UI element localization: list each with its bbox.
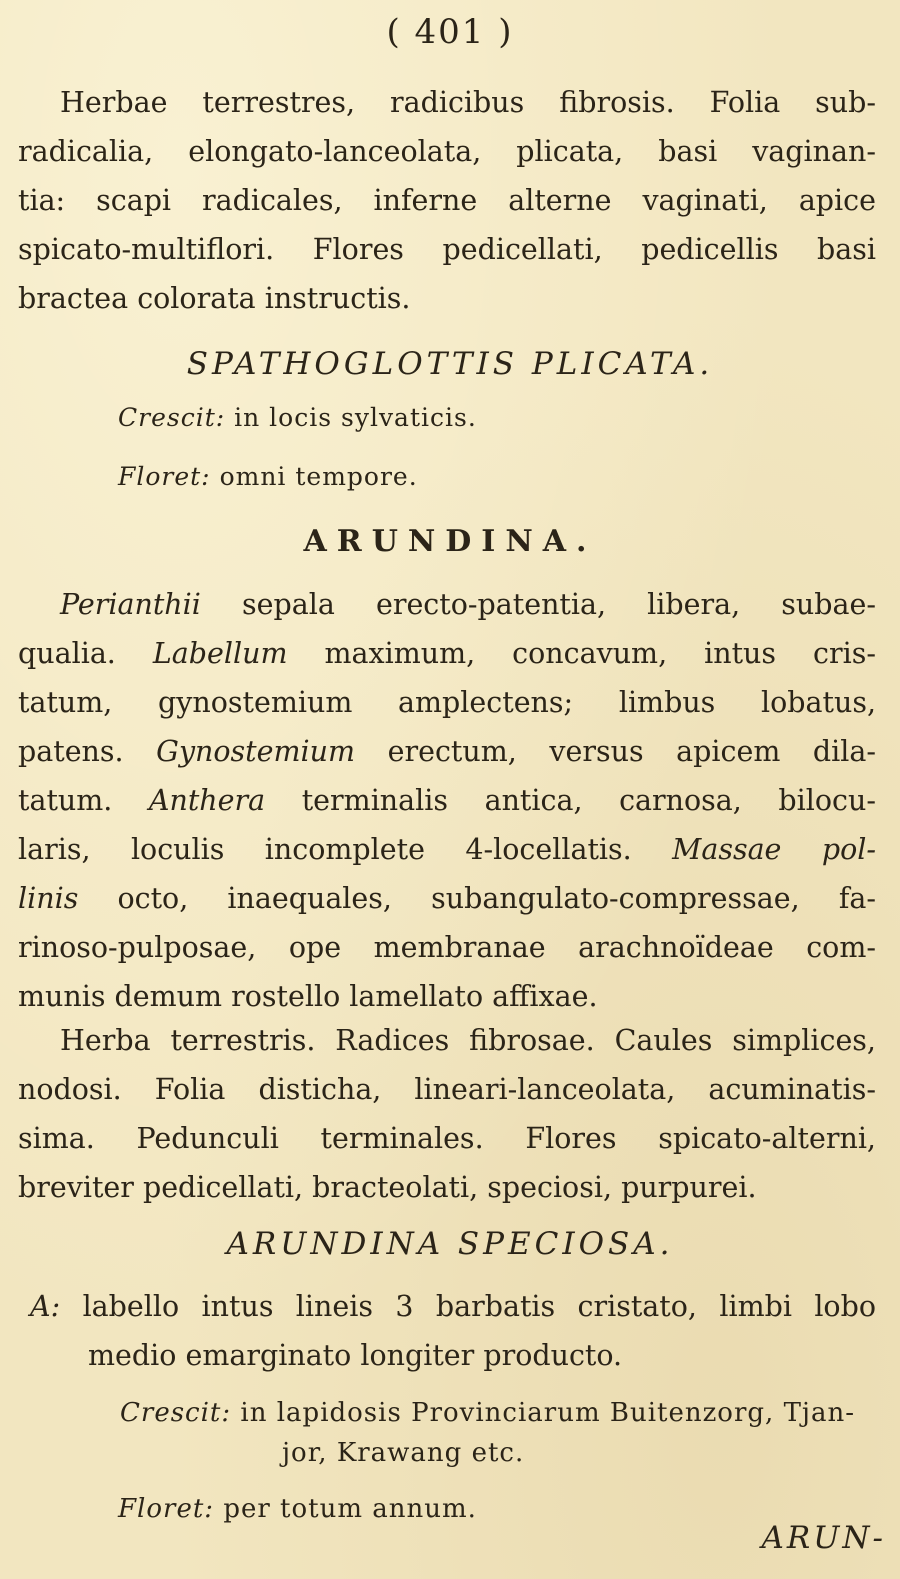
floret-text: per totum annum. [223, 1494, 477, 1524]
paragraph-genus-description [18, 580, 876, 1021]
paragraph-habit [18, 78, 876, 323]
floret-text: omni tempore. [219, 462, 418, 491]
text-line: qualia. Labellum maximum, concavum, intus cris- [18, 637, 876, 670]
text-line: medio emarginato longiter producto. [88, 1339, 623, 1372]
species-diagnosis [30, 1282, 876, 1380]
text-line: nodosi. Folia disticha, lineari-lanceolata, acuminatis- [18, 1073, 876, 1106]
floret-label: Floret: [118, 462, 211, 491]
species-heading: SPATHOGLOTTIS PLICATA. [186, 346, 714, 382]
genus-heading: ARUNDINA. [303, 524, 597, 559]
habitat-line [120, 1398, 855, 1428]
text-line: breviter pedicellati, bracteolati, speciosi, purpurei. [18, 1171, 757, 1204]
catchword: ARUN- [761, 1520, 886, 1556]
text-line: tia: scapi radicales, inferne alterne vaginati, apice [18, 184, 876, 217]
crescit-text: in locis sylvaticis. [234, 403, 477, 432]
text-line: tatum. Anthera terminalis antica, carnosa, bilocu- [18, 784, 877, 817]
floret-label: Floret: [118, 1494, 215, 1524]
diagnosis-label: A: [30, 1290, 61, 1323]
text-line: laris, loculis incomplete 4-locellatis. Massae pol- [18, 833, 876, 866]
text-line: Perianthii sepala erecto-patentia, libera, subae- [60, 588, 876, 621]
paragraph-genus-habit [18, 1016, 876, 1212]
text-line: spicato-multiflori. Flores pedicellati, pedicellis basi [18, 233, 876, 266]
text-line: bractea colorata instructis. [18, 282, 411, 315]
text-line: patens. Gynostemium erectum, versus apicem dila- [18, 735, 876, 768]
crescit-label: Crescit: [120, 1398, 232, 1428]
flowering-line [118, 1494, 477, 1524]
text-line: A: labello intus lineis 3 barbatis cristato, limbi lobo [30, 1290, 876, 1323]
crescit-text: in lapidosis Provinciarum Buitenzorg, Tjan- [240, 1398, 855, 1428]
text-line: Herba terrestris. Radices fibrosae. Caules simplices, [60, 1024, 876, 1057]
text-line: munis demum rostello lamellato affixae. [18, 980, 598, 1013]
crescit-label: Crescit: [118, 403, 226, 432]
flowering-line [118, 462, 418, 491]
habitat-line-continued: jor, Krawang etc. [282, 1438, 525, 1468]
habitat-line [118, 403, 477, 432]
text-line: radicalia, elongato-lanceolata, plicata, basi vaginan- [18, 135, 876, 168]
species-heading: ARUNDINA SPECIOSA. [226, 1226, 674, 1262]
text-line: linis octo, inaequales, subangulato-compressae, fa- [18, 882, 876, 915]
text-line: tatum, gynostemium amplectens; limbus lobatus, [18, 686, 876, 719]
text-line: Herbae terrestres, radicibus fibrosis. Folia sub- [60, 86, 876, 119]
page-number: ( 401 ) [386, 12, 514, 52]
text-line: rinoso-pulposae, ope membranae arachnoïdeae com- [18, 931, 876, 964]
text-line: sima. Pedunculi terminales. Flores spicato-alterni, [18, 1122, 876, 1155]
